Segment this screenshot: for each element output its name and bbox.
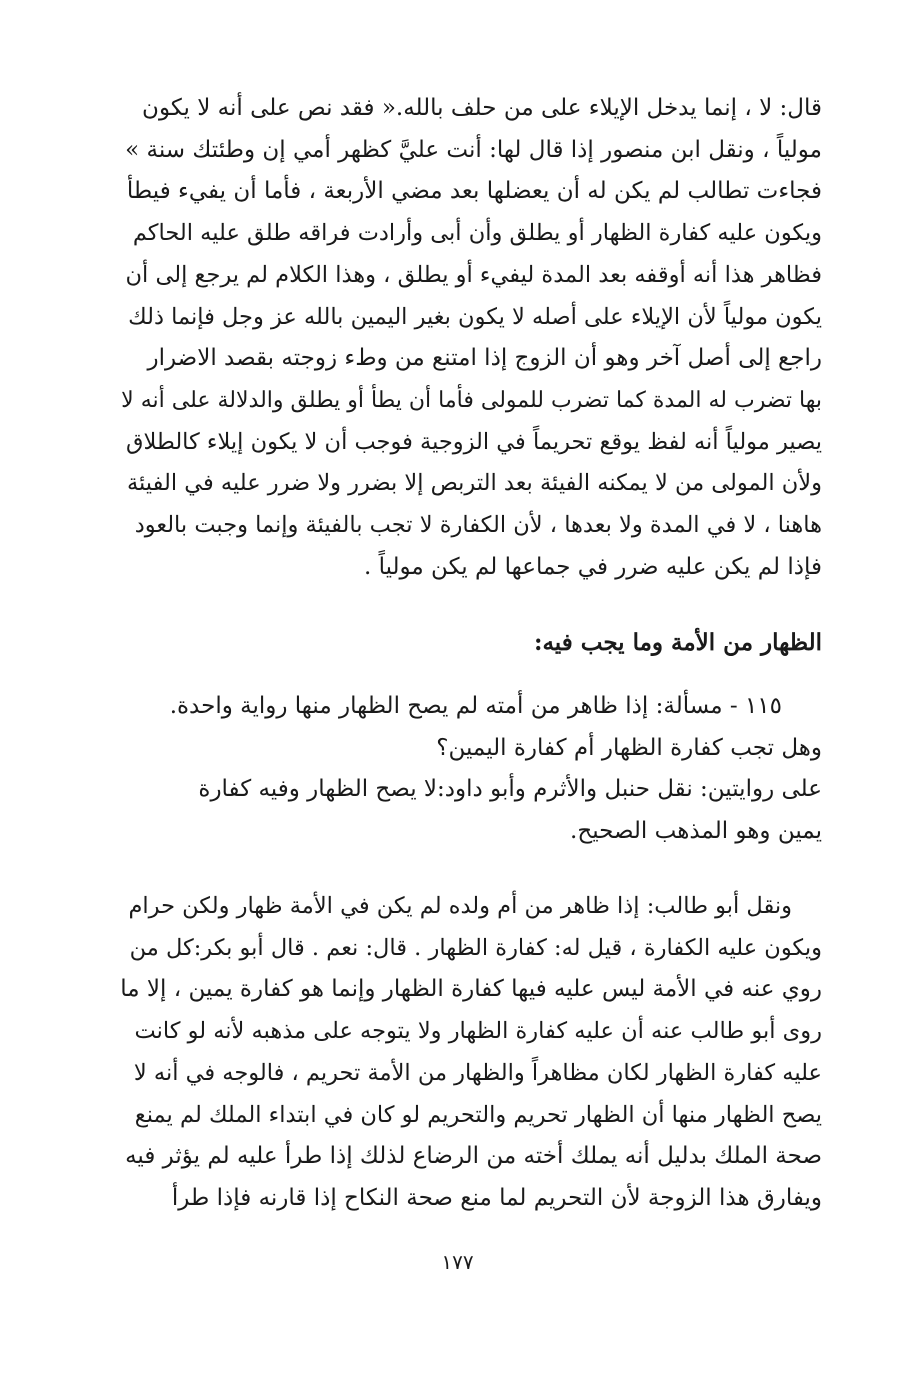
text-line: ولأن المولى من لا يمكنه الفيئة بعد التربص إلا بضرر ولا ضرر عليه في الفيئة	[126, 470, 822, 497]
text-line: وهل تجب كفارة الظهار أم كفارة اليمين؟	[436, 734, 822, 761]
text-line: يكون مولياً لأن الإيلاء على أصله لا يكون بغير اليمين بالله عز وجل فإنما ذلك	[128, 303, 822, 330]
text-line: يصح الظهار منها أن الظهار تحريم والتحريم لو كان في ابتداء الملك لم يمنع	[134, 1101, 822, 1128]
text-line: روي عنه في الأمة ليس عليه فيها كفارة الظهار وإنما هو كفارة يمين ، إلا ما	[120, 976, 822, 1003]
text-line: فجاءت تطالب لم يكن له أن يعضلها بعد مضي الأربعة ، فأما أن يفيء فيطأ	[126, 178, 822, 205]
text-line: ويكون عليه الكفارة ، قيل له: كفارة الظهار . قال: نعم . قال أبو بكر:كل من	[129, 934, 822, 961]
text-line: فإذا لم يكن عليه ضرر في جماعها لم يكن مولياً .	[363, 553, 822, 580]
section-heading: الظهار من الأمة وما يجب فيه:	[533, 629, 822, 656]
paragraph-iila-discussion	[120, 88, 822, 588]
text-line: يمين وهو المذهب الصحيح.	[570, 818, 822, 845]
text-line: روى أبو طالب عنه أن عليه كفارة الظهار ولا يتوجه على مذهبه لأنه لو كانت	[134, 1018, 822, 1045]
text-line: مولياً ، ونقل ابن منصور إذا قال لها: أنت عليَّ كظهر أمي إن وطئتك سنة »	[125, 136, 822, 163]
page-number: ١٧٧	[441, 1250, 474, 1274]
text-line: فظاهر هذا أنه أوقفه بعد المدة ليفيء أو يطلق ، وهذا الكلام لم يرجع إلى أن	[125, 261, 822, 288]
text-line: ونقل أبو طالب: إذا ظاهر من أم ولده لم يكن في الأمة ظهار ولكن حرام	[128, 893, 792, 919]
text-line: صحة الملك بدليل أنه يملك أخته من الرضاع لذلك إذا طرأ عليه لم يؤثر فيه	[125, 1143, 822, 1170]
text-line: ويكون عليه كفارة الظهار أو يطلق وأن أبى وأرادت فراقه طلق عليه الحاكم	[132, 220, 822, 247]
text-line: بها تضرب له المدة كما تضرب للمولى فأما أن يطأ أو يطلق والدلالة على أنه لا	[121, 387, 822, 413]
text-line: عليه كفارة الظهار لكان مظاهراً والظهار من الأمة تحريم ، فالوجه في أنه لا	[133, 1059, 822, 1086]
text-line: ويفارق هذا الزوجة لأن التحريم لما منع صحة النكاح إذا قارنه فإذا طرأ	[171, 1184, 822, 1211]
text-line: ١١٥ - مسألة: إذا ظاهر من أمته لم يصح الظهار منها رواية واحدة.	[169, 693, 782, 719]
paragraph-issue-115	[120, 686, 822, 853]
text-line: هاهنا ، لا في المدة ولا بعدها ، لأن الكفارة لا تجب بالفيئة وإنما وجبت بالعود	[134, 512, 822, 539]
paragraph-abu-talib-narration	[120, 886, 822, 1220]
text-line: راجع إلى أصل آخر وهو أن الزوج إذا امتنع من وطء زوجته بقصد الاضرار	[147, 345, 822, 372]
text-line: قال: لا ، إنما يدخل الإيلاء على من حلف بالله.« فقد نص على أنه لا يكون	[142, 95, 822, 121]
text-line: على روايتين: نقل حنبل والأثرم وأبو داود:لا يصح الظهار وفيه كفارة	[198, 776, 822, 803]
text-line: يصير مولياً أنه لفظ يوقع تحريماً في الزوجية فوجب أن لا يكون إيلاء كالطلاق	[125, 428, 822, 455]
